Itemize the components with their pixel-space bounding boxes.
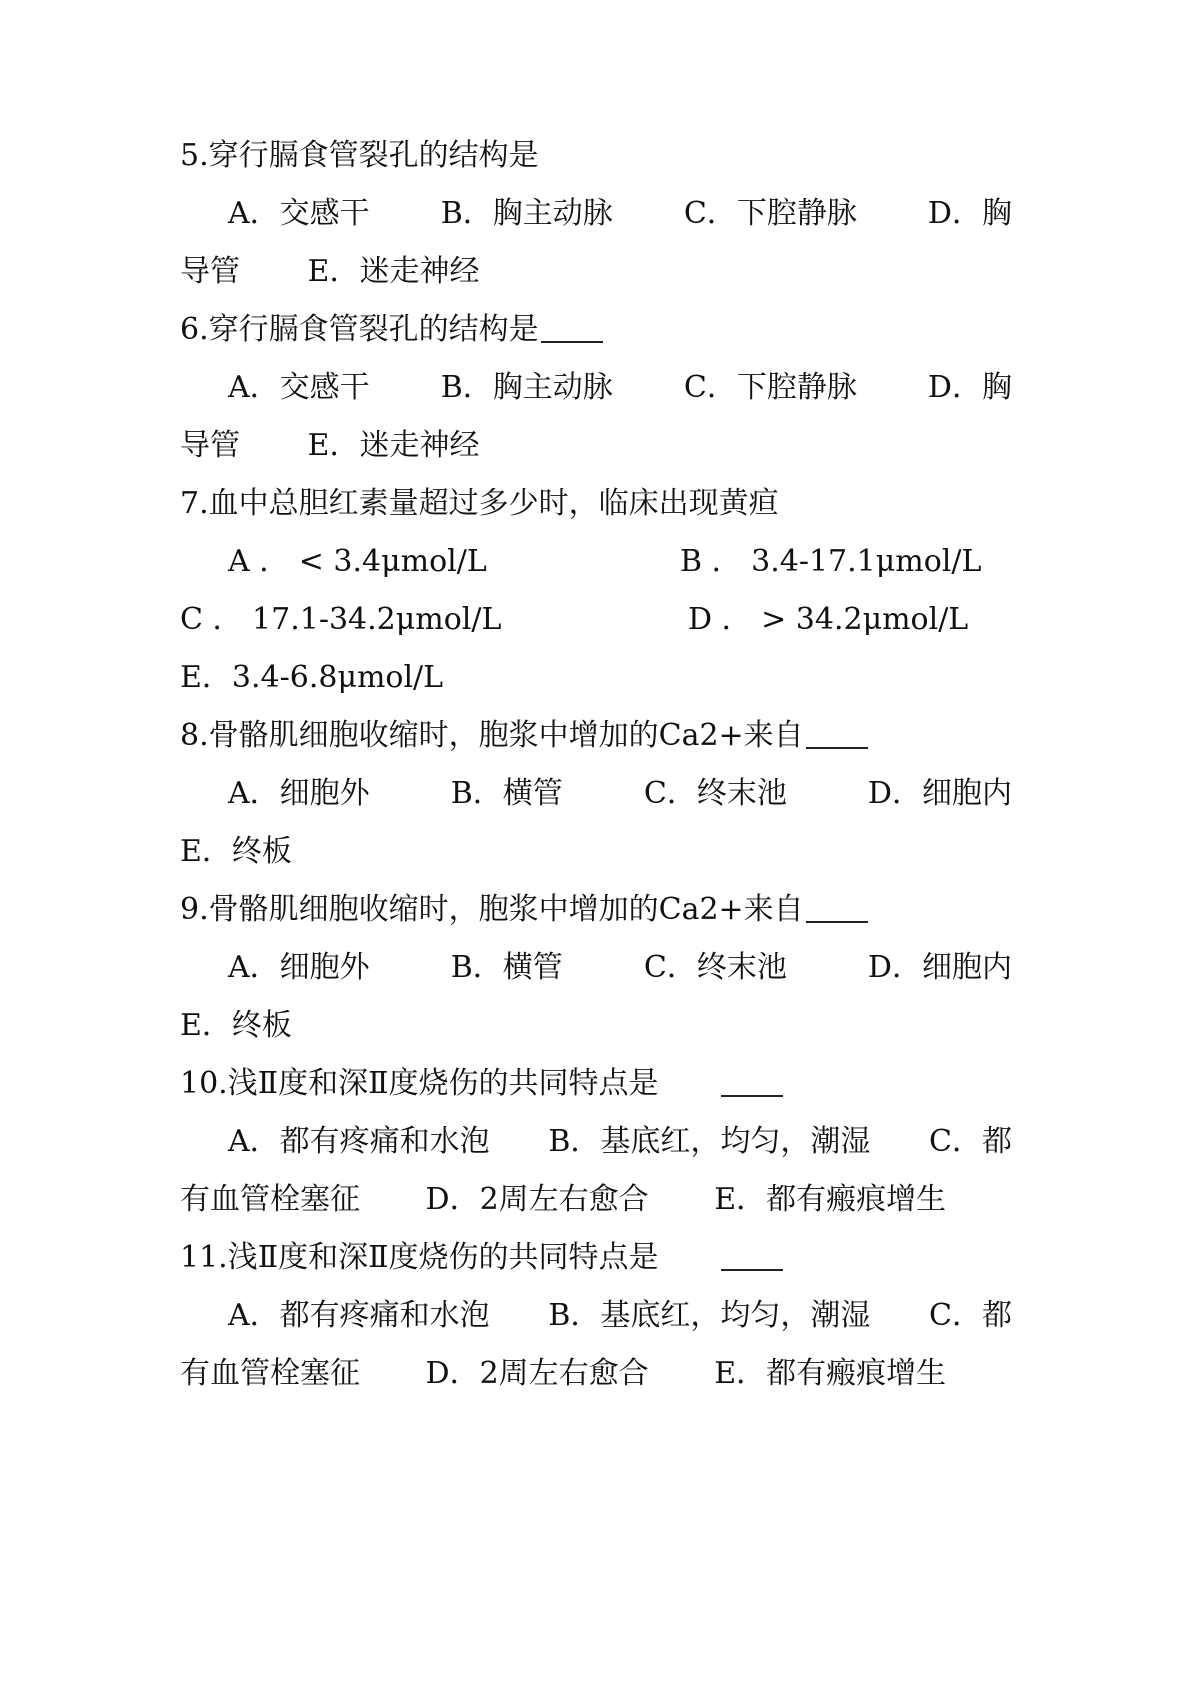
option-d: D．2周左右愈合: [425, 1356, 649, 1391]
option-a: A．交感干: [228, 370, 370, 405]
option-a: A．细胞外: [228, 950, 370, 985]
question-11-options-row-2: [180, 1354, 1012, 1394]
answer-blank: [721, 1093, 783, 1097]
option-c: C．终末池: [643, 776, 787, 811]
question-8-stem: [180, 716, 1012, 756]
question-7-options-row-2: [180, 600, 1012, 640]
question-6-stem: [180, 310, 1012, 350]
option-a: A．交感干: [228, 196, 370, 231]
question-8-options-row-1: [180, 774, 1012, 814]
option-a: A ． < 3.4μmol/L: [228, 544, 487, 579]
question-stem-text: 5.穿行膈食管裂孔的结构是: [180, 138, 539, 173]
question-stem-text: 10.浅Ⅱ度和深Ⅱ度烧伤的共同特点是: [180, 1066, 659, 1101]
option-c: C．下腔静脉: [683, 196, 857, 231]
answer-blank: [806, 919, 868, 923]
option-d-continued: 导管: [180, 254, 240, 289]
option-a: A．都有疼痛和水泡: [228, 1124, 490, 1159]
option-a: A．细胞外: [228, 776, 370, 811]
question-7-options-row-3: [180, 658, 1012, 698]
question-stem-text: 6.穿行膈食管裂孔的结构是: [180, 312, 539, 347]
question-5-options-row-2: [180, 252, 1012, 292]
option-d: D．2周左右愈合: [425, 1182, 649, 1217]
option-b: B．基底红，均匀，潮湿: [548, 1124, 871, 1159]
question-9-options-row-2: [180, 1006, 1012, 1046]
answer-blank: [541, 339, 603, 343]
option-c: C．都: [929, 1298, 1012, 1333]
option-c-continued: 有血管栓塞征: [180, 1356, 360, 1391]
option-e: E．迷走神经: [307, 428, 480, 463]
question-10-options-row-1: [180, 1122, 1012, 1162]
question-9-stem: [180, 890, 1012, 930]
option-c: C．都: [929, 1124, 1012, 1159]
option-d: D ． > 34.2μmol/L: [688, 602, 969, 637]
option-b: B．横管: [450, 950, 563, 985]
option-c: C．终末池: [643, 950, 787, 985]
question-5-options-row-1: [180, 194, 1012, 234]
option-d: D．细胞内: [867, 950, 1012, 985]
answer-blank: [721, 1267, 783, 1271]
option-e: E．都有瘢痕增生: [714, 1182, 947, 1217]
option-e: E．终板: [180, 1008, 292, 1043]
option-a: A．都有疼痛和水泡: [228, 1298, 490, 1333]
question-11-options-row-1: [180, 1296, 1012, 1336]
option-b: B．基底红，均匀，潮湿: [548, 1298, 871, 1333]
answer-blank: [806, 745, 868, 749]
option-d: D．细胞内: [867, 776, 1012, 811]
question-5-stem: [180, 136, 1012, 176]
option-b: B ． 3.4-17.1μmol/L: [680, 544, 982, 579]
question-7-stem: [180, 484, 1012, 524]
option-e: E．终板: [180, 834, 292, 869]
option-d: D．胸: [927, 196, 1012, 231]
option-b: B．横管: [450, 776, 563, 811]
question-stem-text: 7.血中总胆红素量超过多少时，临床出现黄疸: [180, 486, 779, 521]
question-stem-text: 8.骨骼肌细胞收缩时，胞浆中增加的Ca2+来自: [180, 718, 804, 753]
question-stem-text: 11.浅Ⅱ度和深Ⅱ度烧伤的共同特点是: [180, 1240, 659, 1275]
question-10-options-row-2: [180, 1180, 1012, 1220]
option-e: E．3.4-6.8μmol/L: [180, 660, 444, 695]
option-b: B．胸主动脉: [440, 196, 613, 231]
option-d: D．胸: [927, 370, 1012, 405]
option-d-continued: 导管: [180, 428, 240, 463]
option-b: B．胸主动脉: [440, 370, 613, 405]
question-11-stem: [180, 1238, 1012, 1278]
question-6-options-row-1: [180, 368, 1012, 408]
question-7-options-row-1: [180, 542, 1012, 582]
option-c-continued: 有血管栓塞征: [180, 1182, 360, 1217]
option-e: E．迷走神经: [307, 254, 480, 289]
option-c: C．下腔静脉: [683, 370, 857, 405]
option-e: E．都有瘢痕增生: [714, 1356, 947, 1391]
option-c: C ． 17.1-34.2μmol/L: [180, 602, 502, 637]
question-8-options-row-2: [180, 832, 1012, 872]
question-6-options-row-2: [180, 426, 1012, 466]
question-10-stem: [180, 1064, 1012, 1104]
question-stem-text: 9.骨骼肌细胞收缩时，胞浆中增加的Ca2+来自: [180, 892, 804, 927]
question-9-options-row-1: [180, 948, 1012, 988]
